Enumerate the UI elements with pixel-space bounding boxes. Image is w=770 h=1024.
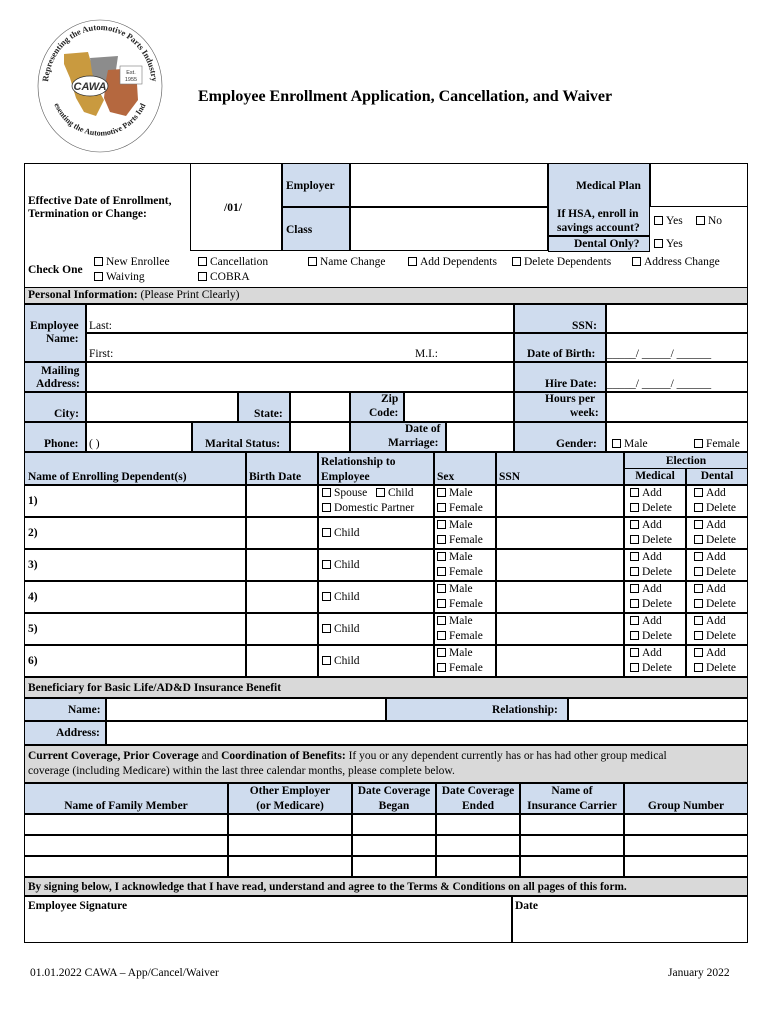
coverage-other-employer-cell[interactable] [228,814,352,835]
mailing-address-field[interactable] [86,362,514,392]
zip-label-1: Zip [381,393,399,405]
coverage-col-ended-1: Date Coverage [441,785,515,797]
dental-delete-checkbox[interactable]: Delete [694,598,736,611]
checkbox-icon [322,592,331,601]
medical-delete-checkbox[interactable]: Delete [630,630,672,643]
sex-female-checkbox[interactable]: Female [437,534,483,547]
cawa-logo [30,8,170,158]
checkbox-icon [322,528,331,537]
sex-male-checkbox[interactable]: Male [437,647,473,660]
sex-male-checkbox[interactable]: Male [437,615,473,628]
hsa-label-1: If HSA, enroll in [557,208,639,220]
checkbox-icon [694,584,703,593]
child-checkbox[interactable]: Child [322,559,360,572]
phone-label: Phone: [44,438,79,450]
spouse-checkbox[interactable]: Spouse [322,487,367,500]
dependent-name-cell[interactable] [24,549,246,581]
sex-female-checkbox[interactable]: Female [437,598,483,611]
checkbox-icon [198,272,207,281]
beneficiary-relationship-label: Relationship: [492,704,558,716]
coverage-date-began-cell[interactable] [352,835,436,856]
checkbox-icon [437,488,446,497]
hsa-label-2: savings account? [557,222,640,234]
dental-only-label: Dental Only? [574,238,640,250]
footer-right: January 2022 [668,967,730,979]
mailing-label-1: Mailing [41,365,80,377]
sex-male-checkbox[interactable]: Male [437,487,473,500]
dependent-ssn-cell[interactable] [496,581,624,613]
sex-female-checkbox[interactable]: Female [437,662,483,675]
coverage-carrier-cell[interactable] [520,814,624,835]
sex-female-checkbox[interactable]: Female [437,566,483,579]
last-label: Last: [89,320,112,332]
checkbox-icon [694,616,703,625]
coverage-family-member-cell[interactable] [24,856,228,877]
logo-ring-top: Representing the Automotive Parts Industry [40,21,160,83]
gender-female-checkbox[interactable]: Female [694,438,740,451]
hire-date-label: Hire Date: [545,378,597,390]
dependent-birth-cell[interactable] [246,581,318,613]
beneficiary-title: Beneficiary for Basic Life/AD&D Insurance Benefit [28,682,282,694]
checkbox-icon [694,520,703,529]
checkbox-icon [630,488,639,497]
dependents-election-header: Election [665,455,707,467]
dependents-name-header: Name of Enrolling Dependent(s) [28,471,187,483]
checkbox-icon [322,560,331,569]
medical-add-checkbox[interactable]: Add [630,647,662,660]
medical-delete-checkbox[interactable]: Delete [630,502,672,515]
document-title: Employee Enrollment Application, Cancellation, and Waiver [198,88,613,105]
beneficiary-address-label: Address: [56,727,100,739]
checkbox-icon [437,584,446,593]
dependent-row-number: 6) [28,655,38,667]
hours-label-2: week: [570,407,599,419]
dependent-birth-cell[interactable] [246,485,318,517]
checkbox-icon [694,535,703,544]
state-field[interactable] [290,392,350,422]
checkbox-icon [630,503,639,512]
dental-delete-checkbox[interactable]: Delete [694,502,736,515]
name-change-checkbox[interactable]: Name Change [308,256,385,269]
sex-female-checkbox[interactable]: Female [437,630,483,643]
dependent-ssn-cell[interactable] [496,549,624,581]
gender-male-checkbox[interactable]: Male [612,438,648,451]
medical-delete-checkbox[interactable]: Delete [630,598,672,611]
checkbox-icon [630,616,639,625]
checkbox-icon [630,631,639,640]
coverage-carrier-cell[interactable] [520,856,624,877]
coverage-col-began-1: Date Coverage [357,785,431,797]
medical-add-checkbox[interactable]: Add [630,519,662,532]
coverage-family-member-cell[interactable] [24,814,228,835]
checkbox-icon [512,257,521,266]
child-checkbox[interactable]: Child [322,591,360,604]
checkbox-icon [437,599,446,608]
cobra-checkbox[interactable]: COBRA [198,271,250,284]
coverage-col-carrier-1: Name of [551,785,593,797]
child-checkbox[interactable]: Child [376,487,414,500]
coverage-other-employer-cell[interactable] [228,856,352,877]
checkbox-icon [437,567,446,576]
marriage-date-field[interactable] [446,422,514,452]
dental-delete-checkbox[interactable]: Delete [694,630,736,643]
dependents-medical-header: Medical [635,470,675,482]
phone-field[interactable] [86,422,192,452]
medical-delete-checkbox[interactable]: Delete [630,662,672,675]
checkbox-icon [630,599,639,608]
footer-left: 01.01.2022 CAWA – App/Cancel/Waiver [30,967,219,979]
mailing-label-2: Address: [36,378,80,390]
dental-add-checkbox[interactable]: Add [694,519,726,532]
child-checkbox[interactable]: Child [322,655,360,668]
coverage-date-began-cell[interactable] [352,814,436,835]
logo-center-text: CAWA [73,81,107,93]
checkbox-icon [308,257,317,266]
checkbox-icon [437,648,446,657]
coverage-group-number-cell[interactable] [624,835,748,856]
employer-label: Employer [286,180,335,192]
medical-add-checkbox[interactable]: Add [630,551,662,564]
hours-label-1: Hours per [545,393,596,405]
checkbox-icon [437,616,446,625]
checkbox-icon [437,535,446,544]
domestic-partner-checkbox[interactable]: Domestic Partner [322,502,414,515]
dependent-ssn-cell[interactable] [496,485,624,517]
checkbox-icon [630,535,639,544]
effective-date-label-2: Termination or Change: [28,208,147,220]
medical-plan-label: Medical Plan [576,180,641,192]
checkbox-icon [694,631,703,640]
coverage-date-ended-cell[interactable] [436,856,520,877]
check-one-label: Check One [28,264,83,276]
coverage-col-group: Group Number [647,800,725,812]
new-enrollee-checkbox[interactable]: New Enrollee [94,256,170,269]
signature-date-label: Date [515,900,538,912]
coverage-col-carrier-2: Insurance Carrier [527,800,617,812]
marital-label: Marital Status: [205,438,281,450]
first-label: First: [89,348,114,360]
dental-add-checkbox[interactable]: Add [694,487,726,500]
marital-field[interactable] [290,422,350,452]
checkbox-icon [408,257,417,266]
checkbox-icon [322,503,331,512]
dependent-row-number: 1) [28,495,38,507]
checkbox-icon [630,567,639,576]
signature-date-field[interactable] [512,896,748,943]
dependent-ssn-cell[interactable] [496,613,624,645]
coverage-col-other-2: (or Medicare) [256,800,324,812]
coverage-col-family: Name of Family Member [64,800,188,812]
hire-date-blank: _____/ _____/ ______ [607,378,712,390]
dental-delete-checkbox[interactable]: Delete [694,566,736,579]
dental-delete-checkbox[interactable]: Delete [694,662,736,675]
dependent-birth-cell[interactable] [246,549,318,581]
medical-add-checkbox[interactable]: Add [630,487,662,500]
checkbox-icon [94,272,103,281]
employee-signature-label: Employee Signature [28,900,128,912]
checkbox-icon [198,257,207,266]
coverage-col-other-1: Other Employer [249,785,331,797]
effective-date-value: /01/ [224,202,242,214]
checkbox-icon [630,663,639,672]
dependent-birth-cell[interactable] [246,613,318,645]
coverage-family-member-cell[interactable] [24,835,228,856]
coverage-col-ended-2: Ended [462,800,494,812]
logo-est-year: 1955 [124,77,138,83]
dependents-rel-header-1: Relationship to [321,456,396,468]
dependent-row-number: 4) [28,591,38,603]
marriage-label-2: Marriage: [388,437,439,449]
dependent-birth-cell[interactable] [246,645,318,677]
checkbox-icon [437,631,446,640]
coverage-header-line-2: coverage (including Medicare) within the last three calendar months, please complete below. [28,765,455,777]
beneficiary-relationship-field[interactable] [568,698,748,721]
checkbox-icon [654,239,663,248]
dependents-ssn-header: SSN [499,471,521,483]
dependent-name-cell[interactable] [24,645,246,677]
child-checkbox[interactable]: Child [322,623,360,636]
dependents-birth-header: Birth Date [249,471,302,483]
checkbox-icon [654,216,663,225]
coverage-date-ended-cell[interactable] [436,835,520,856]
dob-label: Date of Birth: [527,348,596,360]
personal-info-title: Personal Information: (Please Print Clearly) [28,289,240,301]
medical-delete-checkbox[interactable]: Delete [630,534,672,547]
medical-add-checkbox[interactable]: Add [630,615,662,628]
beneficiary-name-label: Name: [68,704,101,716]
coverage-col-began-2: Began [378,800,410,812]
dependent-name-cell[interactable] [24,581,246,613]
coverage-header-line-1: Current Coverage, Prior Coverage and Coordination of Benefits: If you or any dependent currently has or has had other group medical [28,750,667,762]
checkbox-icon [632,257,641,266]
zip-field[interactable] [404,392,514,422]
checkbox-icon [696,216,705,225]
hours-field[interactable] [606,392,748,422]
checkbox-icon [630,552,639,561]
dental-delete-checkbox[interactable]: Delete [694,534,736,547]
dependent-row-number: 5) [28,623,38,635]
dependent-row-number: 3) [28,559,38,571]
logo-ring-bottom: esenting the Automotive Parts Ind [52,101,148,138]
dependent-name-cell[interactable] [24,517,246,549]
dental-add-checkbox[interactable]: Add [694,583,726,596]
effective-date-label-1: Effective Date of Enrollment, [28,195,172,207]
dental-add-checkbox[interactable]: Add [694,615,726,628]
ssn-label: SSN: [572,320,597,332]
sex-male-checkbox[interactable]: Male [437,583,473,596]
dependents-rel-header-2: Employee [321,471,370,483]
hsa-yes-checkbox[interactable]: Yes [654,215,683,228]
acknowledgement-text: By signing below, I acknowledge that I have read, understand and agree to the Terms & Conditions on all pages of this form. [28,881,627,893]
coverage-carrier-cell[interactable] [520,835,624,856]
dependent-ssn-cell[interactable] [496,645,624,677]
dependent-name-cell[interactable] [24,485,246,517]
checkbox-icon [322,656,331,665]
checkbox-icon [694,488,703,497]
checkbox-icon [630,648,639,657]
checkbox-icon [694,552,703,561]
dental-yes-checkbox[interactable]: Yes [654,238,683,251]
sex-female-checkbox[interactable]: Female [437,502,483,515]
dependents-dental-header: Dental [700,470,734,482]
employer-field[interactable] [350,163,548,207]
logo-est-label: Est. [126,70,136,76]
checkbox-icon [612,439,621,448]
dental-add-checkbox[interactable]: Add [694,647,726,660]
checkbox-icon [694,663,703,672]
checkbox-icon [437,552,446,561]
coverage-other-employer-cell[interactable] [228,835,352,856]
zip-label-2: Code: [369,407,399,419]
checkbox-icon [437,663,446,672]
dependents-sex-header: Sex [437,471,455,483]
employee-name-label-2: Name: [46,333,79,345]
class-label: Class [286,224,313,236]
checkbox-icon [694,503,703,512]
medical-delete-checkbox[interactable]: Delete [630,566,672,579]
phone-blank: ( ) [89,438,100,450]
checkbox-icon [322,488,331,497]
dependent-row-number: 2) [28,527,38,539]
marriage-label-1: Date of [405,423,441,435]
last-name-field[interactable] [86,304,514,333]
delete-dependents-checkbox[interactable]: Delete Dependents [512,256,611,269]
address-change-checkbox[interactable]: Address Change [632,256,720,269]
checkbox-icon [94,257,103,266]
checkbox-icon [630,584,639,593]
coverage-group-number-cell[interactable] [624,814,748,835]
checkbox-icon [322,624,331,633]
city-label: City: [54,408,79,420]
dob-blank: _____/ _____/ ______ [607,348,712,360]
checkbox-icon [376,488,385,497]
child-checkbox[interactable]: Child [322,527,360,540]
dependent-birth-cell[interactable] [246,517,318,549]
dental-add-checkbox[interactable]: Add [694,551,726,564]
checkbox-icon [437,520,446,529]
dependent-name-cell[interactable] [24,613,246,645]
mi-label: M.I.: [415,348,438,360]
coverage-date-began-cell[interactable] [352,856,436,877]
checkbox-icon [630,520,639,529]
sex-male-checkbox[interactable]: Male [437,519,473,532]
beneficiary-name-field[interactable] [106,698,386,721]
checkbox-icon [694,567,703,576]
city-field[interactable] [86,392,238,422]
checkbox-icon [694,648,703,657]
state-label: State: [254,408,283,420]
checkbox-icon [694,439,703,448]
medical-add-checkbox[interactable]: Add [630,583,662,596]
coverage-date-ended-cell[interactable] [436,814,520,835]
dependent-ssn-cell[interactable] [496,517,624,549]
employee-name-label-1: Employee [30,320,79,332]
coverage-group-number-cell[interactable] [624,856,748,877]
cancellation-checkbox[interactable]: Cancellation [198,256,268,269]
waiving-checkbox[interactable]: Waiving [94,271,145,284]
checkbox-icon [437,503,446,512]
beneficiary-address-field[interactable] [106,721,748,745]
checkbox-icon [694,599,703,608]
sex-male-checkbox[interactable]: Male [437,551,473,564]
first-name-field[interactable] [86,333,514,362]
medical-plan-field[interactable] [650,163,748,207]
gender-label: Gender: [556,438,597,450]
add-dependents-checkbox[interactable]: Add Dependents [408,256,497,269]
hsa-no-checkbox[interactable]: No [696,215,722,228]
class-field[interactable] [350,207,548,251]
ssn-field[interactable] [606,304,748,333]
